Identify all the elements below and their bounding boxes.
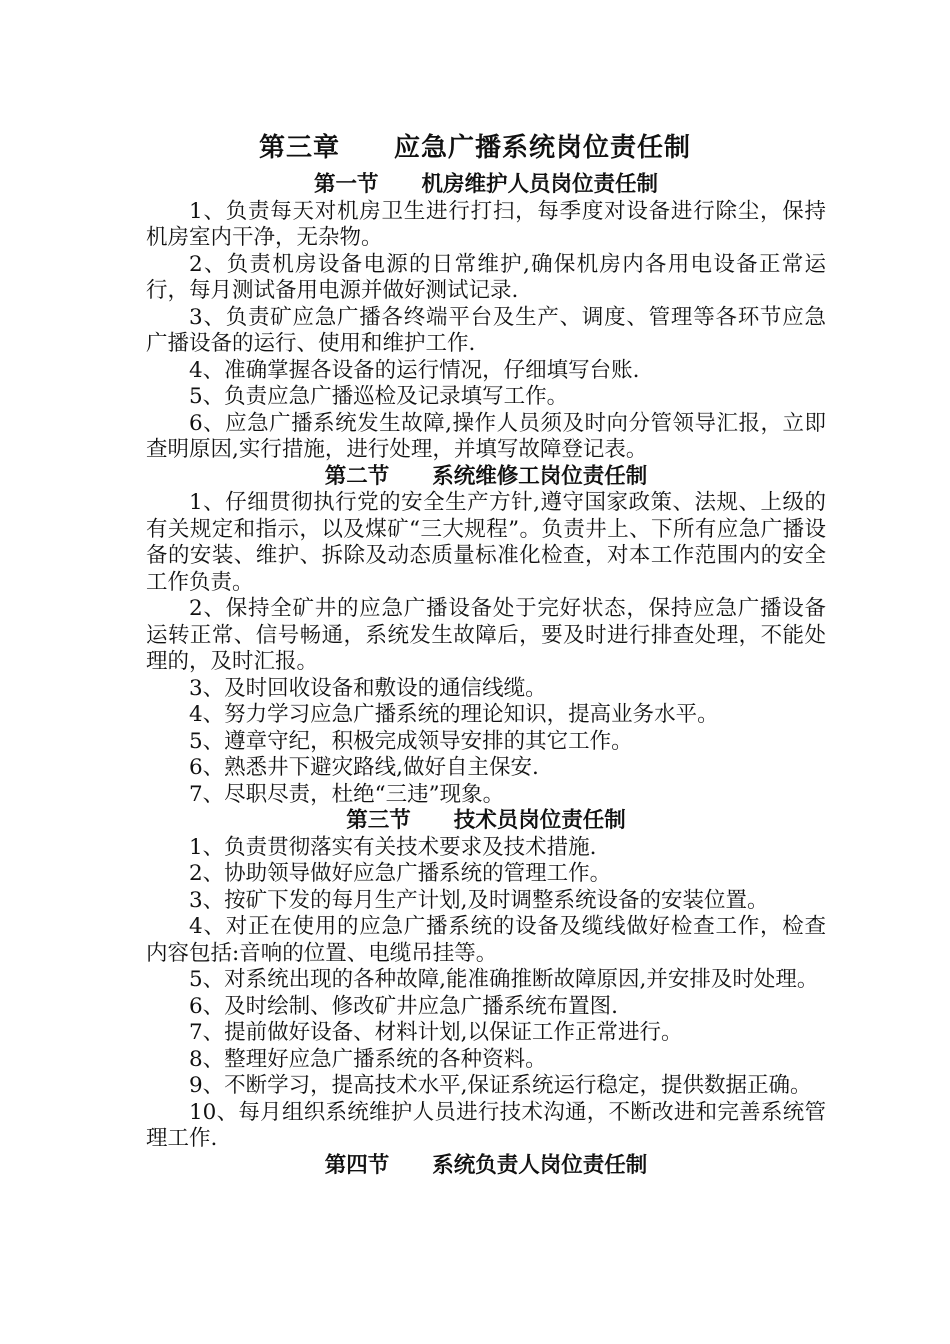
paragraph: 6、及时绘制、修改矿井应急广播系统布置图. <box>189 993 619 1019</box>
section-3 <box>146 808 826 1153</box>
paragraph: 8、整理好应急广播系统的各种资料。 <box>189 1046 547 1072</box>
section-4 <box>146 1153 826 1180</box>
section-title: 第三节 技术员岗位责任制 <box>346 808 626 833</box>
paragraph: 7、提前做好设备、材料计划,以保证工作正常进行。 <box>189 1020 683 1045</box>
section-title: 第一节 机房维护人员岗位责任制 <box>313 172 658 197</box>
document-body <box>146 172 826 1179</box>
paragraph: 10、每月组织系统维护人员进行技术沟通，不断改进和完善系统管理工作. <box>146 1099 826 1151</box>
paragraph: 2、保持全矿井的应急广播设备处于完好状态，保持应急广播设备运转正常、信号畅通，系统发生故障后，要及时进行排查处理，不能处理的，及时汇报。 <box>146 596 826 674</box>
chapter-title: 第三章 应急广播系统岗位责任制 <box>258 133 691 163</box>
section-2 <box>146 464 826 809</box>
paragraph: 3、及时回收设备和敷设的通信线缆。 <box>189 675 547 701</box>
paragraph: 4、努力学习应急广播系统的理论知识，提高业务水平。 <box>189 702 719 727</box>
paragraph: 3、按矿下发的每月生产计划,及时调整系统设备的安装位置。 <box>189 887 769 913</box>
paragraph: 2、协助领导做好应急广播系统的管理工作。 <box>189 861 612 886</box>
section-title: 第四节 系统负责人岗位责任制 <box>324 1152 648 1178</box>
paragraph: 3、负责矿应急广播各终端平台及生产、调度、管理等各环节应急广播设备的运行、使用和维护工作. <box>146 304 826 356</box>
section-1 <box>146 172 826 464</box>
paragraph: 4、对正在使用的应急广播系统的设备及缆线做好检查工作，检查内容包括:音响的位置、电缆吊挂等。 <box>146 914 826 966</box>
paragraph: 1、仔细贯彻执行党的安全生产方针,遵守国家政策、法规、上级的有关规定和指示，以及煤矿“三大规程”。负责井上、下所有应急广播设备的安装、维护、拆除及动态质量标准化检查，对本工作范围内的安全工作负责。 <box>146 490 826 595</box>
paragraph: 5、遵章守纪，积极完成领导安排的其它工作。 <box>189 728 633 754</box>
paragraph: 1、负责贯彻落实有关技术要求及技术措施. <box>189 834 597 860</box>
paragraph: 4、准确掌握各设备的运行情况，仔细填写台账. <box>189 357 640 383</box>
paragraph: 7、尽职尽责，杜绝“三违”现象。 <box>189 781 505 807</box>
paragraph: 6、应急广播系统发生故障,操作人员须及时向分管领导汇报，立即查明原因,实行措施，进行处理，并填写故障登记表。 <box>146 410 826 462</box>
paragraph: 1、负责每天对机房卫生进行打扫，每季度对设备进行除尘，保持机房室内干净，无杂物。 <box>146 198 826 250</box>
paragraph: 5、对系统出现的各种故障,能准确推断故障原因,并安排及时处理。 <box>189 967 819 992</box>
paragraph: 6、熟悉井下避灾路线,做好自主保安. <box>189 755 539 780</box>
paragraph: 2、负责机房设备电源的日常维护,确保机房内各用电设备正常运行，每月测试备用电源并做好测试记录. <box>146 251 826 303</box>
section-title: 第二节 系统维修工岗位责任制 <box>324 463 648 489</box>
paragraph: 5、负责应急广播巡检及记录填写工作。 <box>189 384 569 409</box>
paragraph: 9、不断学习，提高技术水平,保证系统运行稳定，提供数据正确。 <box>189 1073 812 1098</box>
